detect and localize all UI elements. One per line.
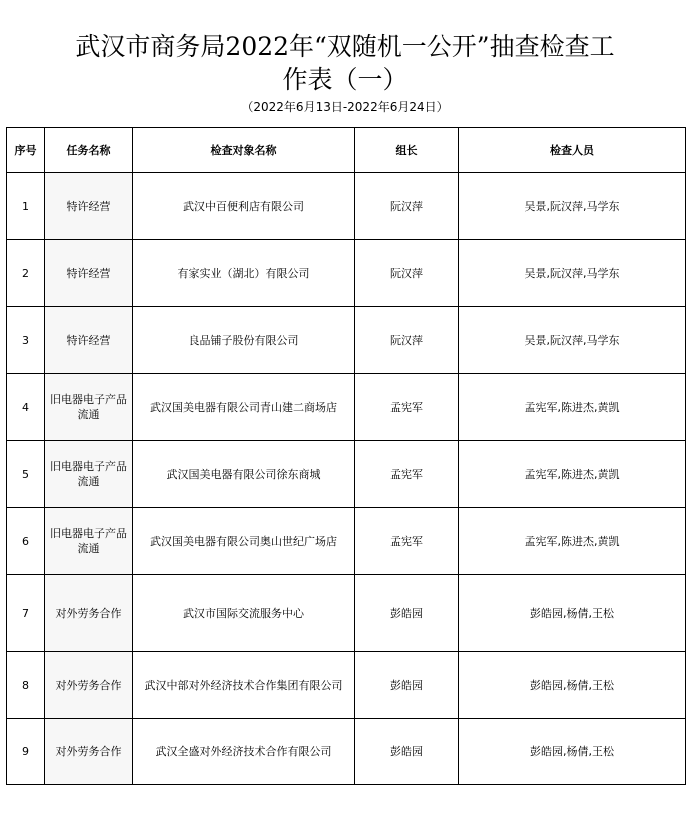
- cell-task: 特许经营: [45, 173, 133, 240]
- cell-staff: 吴景,阮汉萍,马学东: [459, 240, 686, 307]
- table-row: [7, 374, 686, 441]
- cell-target: 有家实业（湖北）有限公司: [133, 240, 355, 307]
- cell-leader: 彭皓园: [355, 652, 459, 719]
- cell-target: 武汉市国际交流服务中心: [133, 575, 355, 652]
- cell-task: 对外劳务合作: [45, 575, 133, 652]
- table-row: [7, 441, 686, 508]
- cell-task: 对外劳务合作: [45, 652, 133, 719]
- cell-no: 1: [7, 173, 45, 240]
- table-row: [7, 173, 686, 240]
- cell-target: 武汉国美电器有限公司奥山世纪广场店: [133, 508, 355, 575]
- cell-target: 武汉中百便利店有限公司: [133, 173, 355, 240]
- cell-staff: 孟宪军,陈进杰,黄凯: [459, 374, 686, 441]
- cell-no: 8: [7, 652, 45, 719]
- table-row: [7, 652, 686, 719]
- table-row: [7, 575, 686, 652]
- cell-staff: 彭皓园,杨倩,王松: [459, 575, 686, 652]
- cell-no: 7: [7, 575, 45, 652]
- cell-task: 旧电器电子产品流通: [45, 508, 133, 575]
- cell-task: 旧电器电子产品流通: [45, 441, 133, 508]
- page-title: [0, 30, 690, 96]
- cell-leader: 阮汉萍: [355, 240, 459, 307]
- table-header-row: [7, 128, 686, 173]
- cell-no: 2: [7, 240, 45, 307]
- cell-target: 武汉中部对外经济技术合作集团有限公司: [133, 652, 355, 719]
- cell-staff: 彭皓园,杨倩,王松: [459, 719, 686, 785]
- title-line-2: 作表（一）: [282, 65, 408, 94]
- cell-leader: 阮汉萍: [355, 173, 459, 240]
- cell-leader: 孟宪军: [355, 374, 459, 441]
- cell-staff: 孟宪军,陈进杰,黄凯: [459, 441, 686, 508]
- header-no: 序号: [7, 128, 45, 173]
- cell-target: 武汉国美电器有限公司徐东商城: [133, 441, 355, 508]
- header-task: 任务名称: [45, 128, 133, 173]
- header-target: 检查对象名称: [133, 128, 355, 173]
- table-row: [7, 240, 686, 307]
- cell-staff: 彭皓园,杨倩,王松: [459, 652, 686, 719]
- cell-target: 武汉国美电器有限公司青山建二商场店: [133, 374, 355, 441]
- header-staff: 检查人员: [459, 128, 686, 173]
- cell-target: 良品铺子股份有限公司: [133, 307, 355, 374]
- cell-no: 9: [7, 719, 45, 785]
- cell-leader: 彭皓园: [355, 575, 459, 652]
- cell-leader: 孟宪军: [355, 508, 459, 575]
- cell-task: 特许经营: [45, 240, 133, 307]
- cell-staff: 吴景,阮汉萍,马学东: [459, 173, 686, 240]
- cell-staff: 孟宪军,陈进杰,黄凯: [459, 508, 686, 575]
- cell-leader: 阮汉萍: [355, 307, 459, 374]
- cell-leader: 彭皓园: [355, 719, 459, 785]
- cell-target: 武汉全盛对外经济技术合作有限公司: [133, 719, 355, 785]
- header-leader: 组长: [355, 128, 459, 173]
- table-row: [7, 508, 686, 575]
- inspection-table: [6, 127, 686, 785]
- cell-no: 5: [7, 441, 45, 508]
- cell-leader: 孟宪军: [355, 441, 459, 508]
- cell-task: 旧电器电子产品流通: [45, 374, 133, 441]
- cell-staff: 吴景,阮汉萍,马学东: [459, 307, 686, 374]
- cell-task: 对外劳务合作: [45, 719, 133, 785]
- title-line-1: 武汉市商务局2022年“双随机一公开”抽查检查工: [75, 32, 615, 61]
- cell-no: 4: [7, 374, 45, 441]
- table-row: [7, 307, 686, 374]
- cell-task: 特许经营: [45, 307, 133, 374]
- table-row: [7, 719, 686, 785]
- cell-no: 3: [7, 307, 45, 374]
- cell-no: 6: [7, 508, 45, 575]
- date-range-subtitle: （2022年6月13日-2022年6月24日）: [241, 100, 449, 114]
